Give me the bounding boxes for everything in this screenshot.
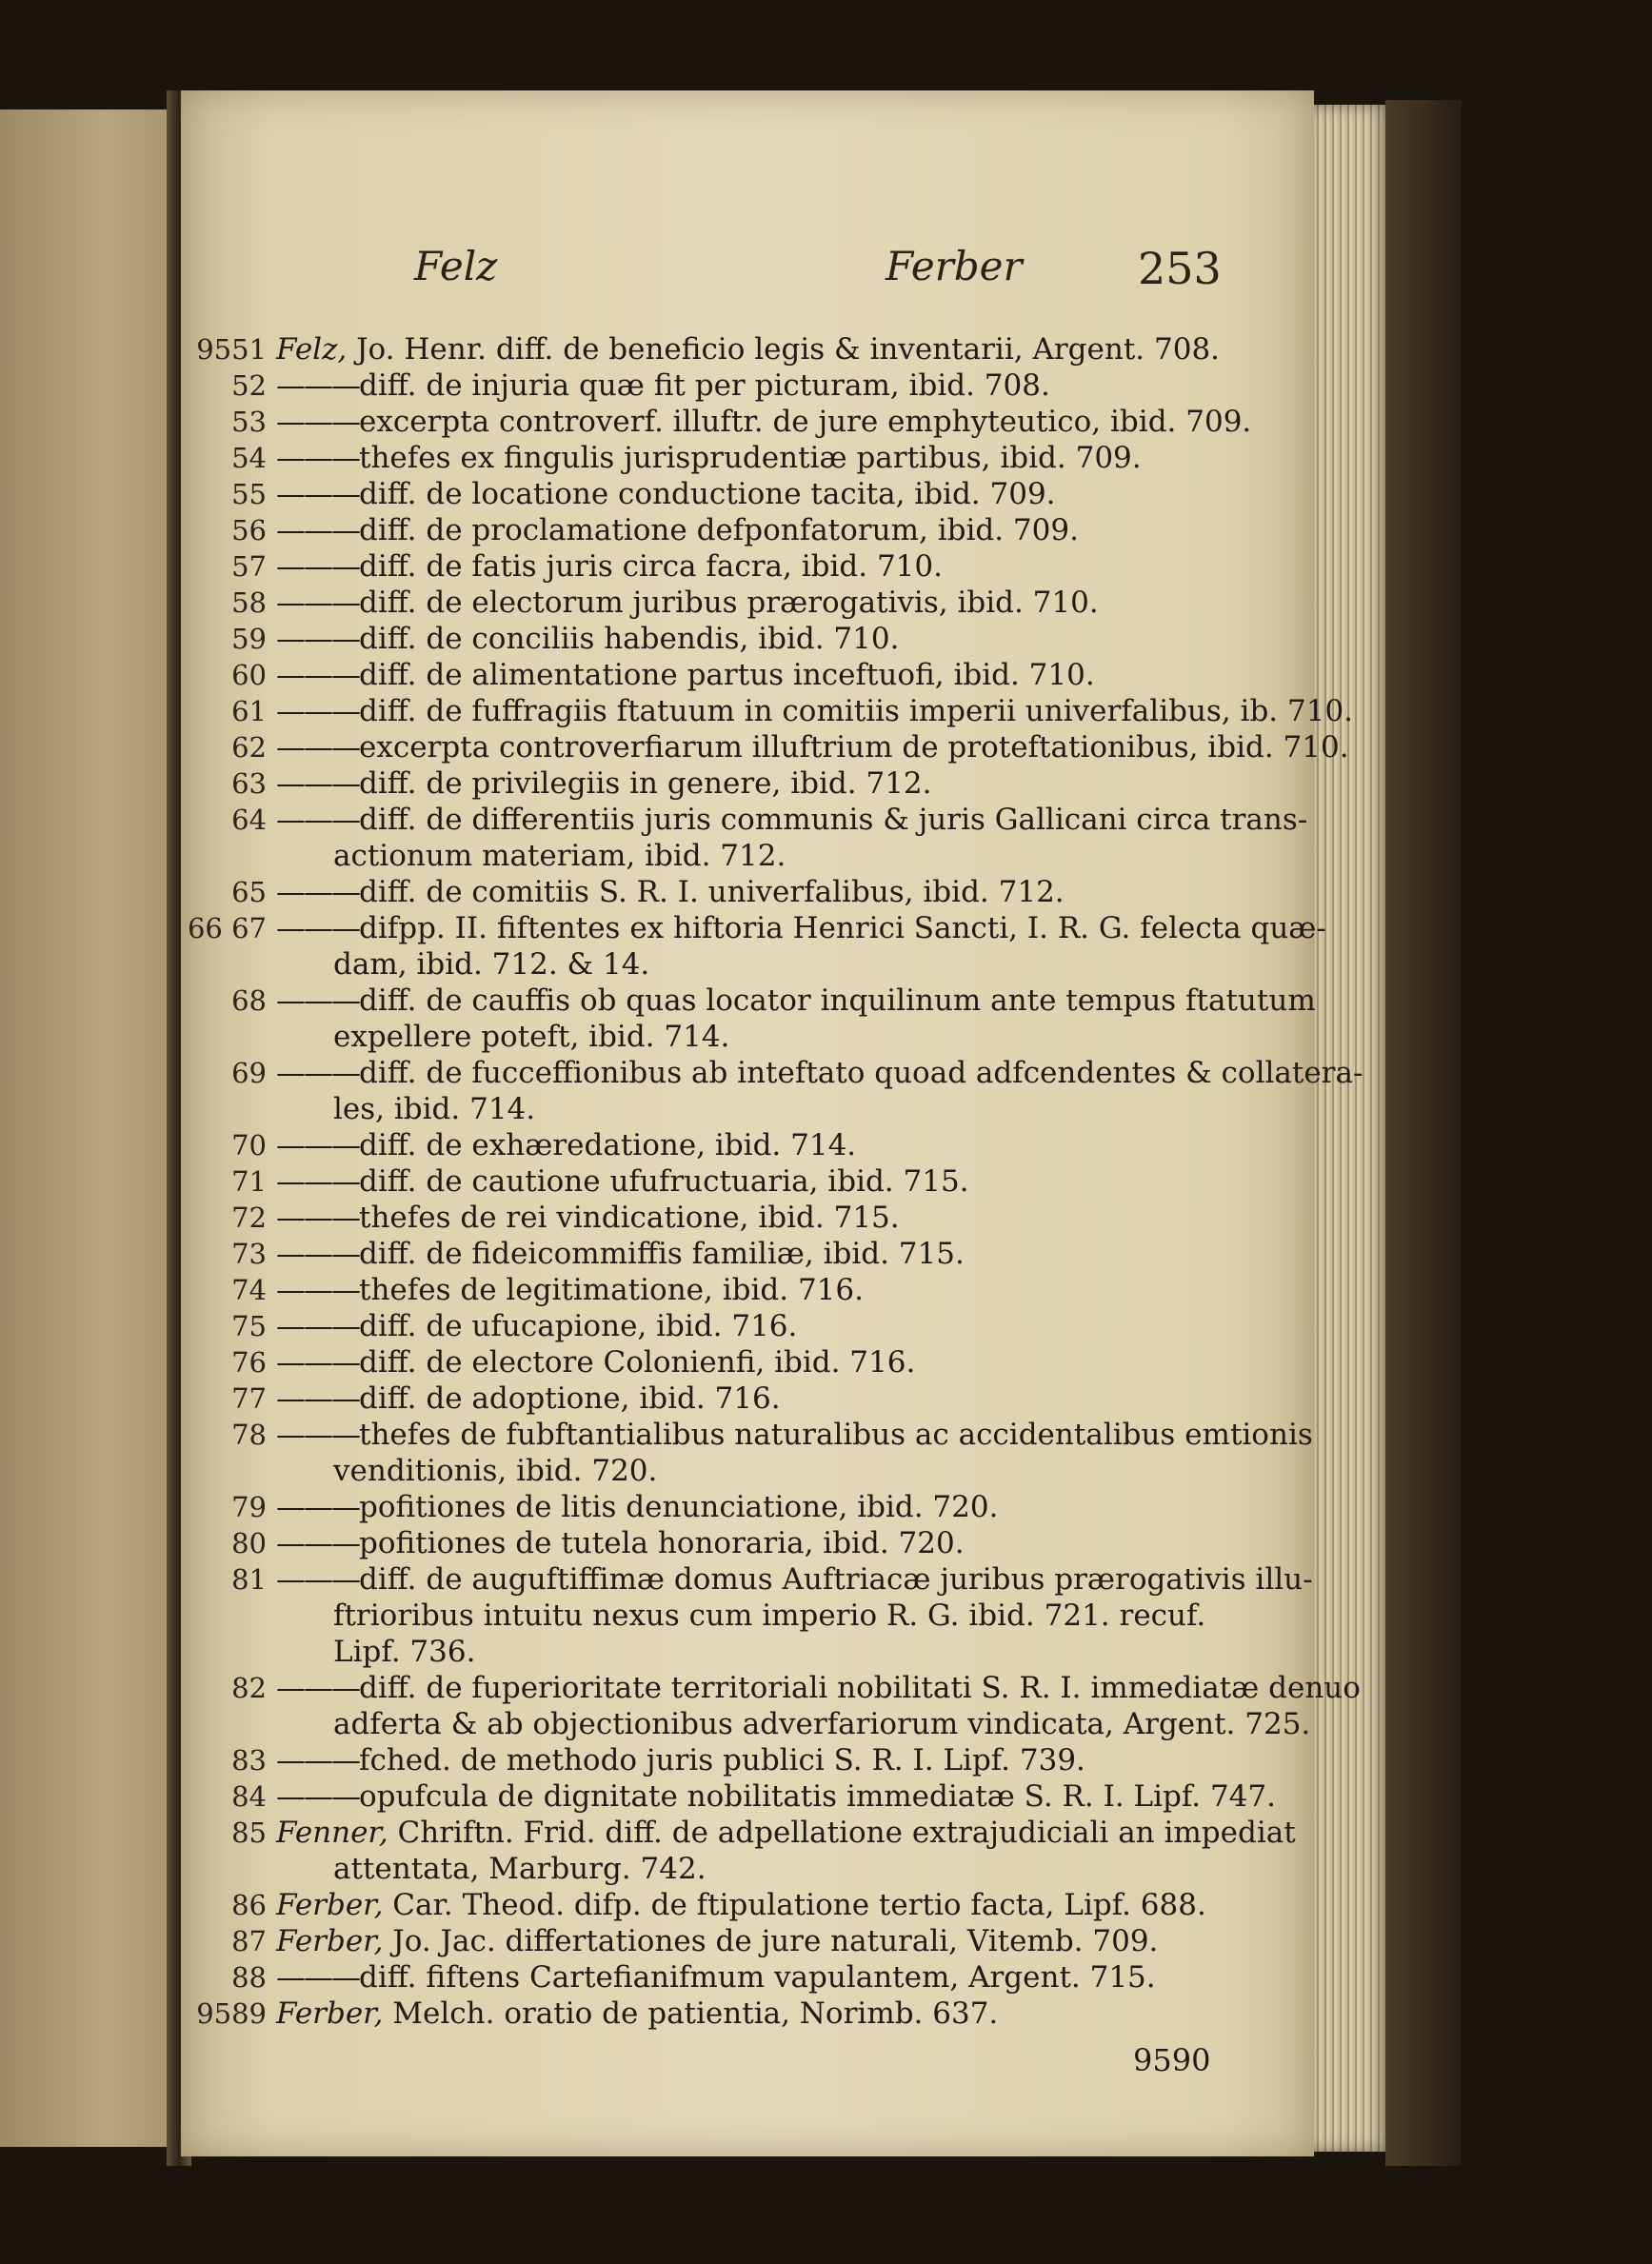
ditto-dash: ——— — [276, 586, 359, 620]
entry-number: 59 — [231, 623, 267, 655]
entry-title: Car. Theod. difp. de ftipulatione tertio facta, Lipf. 688. — [383, 1888, 1206, 1922]
entry-number: 9551 — [196, 333, 267, 366]
entry — [181, 1417, 1314, 1489]
entry-title: Chriftn. Frid. diff. de adpellatione extrajudiciali an impediat — [388, 1816, 1296, 1850]
header-left-word: Felz — [414, 243, 498, 289]
entry-number: 78 — [231, 1419, 267, 1451]
entry-number: 84 — [231, 1780, 267, 1813]
entry-continuation: adferta & ab objectionibus adverfariorum vindicata, Argent. 725. — [333, 1707, 1311, 1741]
ditto-dash: ——— — [276, 1418, 359, 1452]
entry — [181, 1344, 1314, 1380]
entry-text — [276, 1815, 1314, 1851]
entry-number: 57 — [231, 550, 267, 583]
ditto-dash: ——— — [276, 1779, 359, 1814]
ditto-dash: ——— — [276, 549, 359, 584]
ditto-dash: ——— — [276, 441, 359, 475]
entry — [181, 331, 1314, 367]
entry-text — [276, 1417, 1314, 1453]
ditto-dash: ——— — [276, 1237, 359, 1271]
entry — [181, 585, 1314, 621]
entry-number: 73 — [231, 1238, 267, 1270]
ditto-dash: ——— — [276, 1960, 359, 1995]
ditto-dash: ——— — [276, 1056, 359, 1090]
entry-text — [276, 367, 1314, 404]
entry-title: diff. de locatione conductione tacita, ibid. 709. — [359, 477, 1056, 511]
entry-title: Melch. oratio de patientia, Norimb. 637. — [383, 1996, 999, 2031]
entry-number: 69 — [231, 1057, 267, 1089]
facing-page-edge — [0, 109, 176, 2147]
entry-title: diff. de differentiis juris communis & juris Gallicani circa trans- — [359, 803, 1308, 837]
entry-number: 77 — [231, 1382, 267, 1415]
ditto-dash: ——— — [276, 1743, 359, 1777]
entry-author: Ferber, — [276, 1996, 384, 2031]
entry-title: thefes de fubftantialibus naturalibus ac accidentalibus emtionis — [359, 1418, 1313, 1452]
entry-text — [276, 548, 1314, 585]
ditto-dash: ——— — [276, 658, 359, 692]
entry — [181, 1200, 1314, 1236]
entry — [181, 512, 1314, 548]
ditto-dash: ——— — [276, 1526, 359, 1560]
entry-number: 68 — [231, 984, 267, 1017]
entry-number: 83 — [231, 1744, 267, 1777]
entry — [181, 693, 1354, 729]
entry-text — [276, 1996, 1314, 2032]
entry-text — [276, 476, 1314, 512]
entry-number: 66 67 — [187, 912, 267, 944]
entry-text — [276, 1670, 1361, 1706]
entry — [181, 1996, 1314, 2032]
ditto-dash: ——— — [276, 1128, 359, 1162]
entry-number: 54 — [231, 442, 267, 474]
entry — [181, 1127, 1314, 1163]
entry-text — [276, 1127, 1314, 1163]
entry — [181, 476, 1314, 512]
book-page — [181, 90, 1363, 2156]
ditto-dash: ——— — [276, 368, 359, 403]
ditto-dash: ——— — [276, 1164, 359, 1199]
entry-text — [276, 729, 1349, 765]
entry-title: diff. de adoptione, ibid. 716. — [359, 1381, 781, 1416]
entry-text — [276, 657, 1314, 693]
entry-text — [276, 765, 1314, 802]
entry-number: 9589 — [196, 1997, 267, 2030]
ditto-dash: ——— — [276, 1562, 359, 1597]
ditto-dash: ——— — [276, 477, 359, 511]
catchword: 9590 — [1133, 2042, 1211, 2078]
entry-text — [276, 621, 1314, 657]
entry-text — [276, 1380, 1314, 1417]
entry-title: Jo. Jac. differtationes de jure naturali, Vitemb. 709. — [383, 1924, 1159, 1958]
ditto-dash: ——— — [276, 1309, 359, 1343]
ditto-dash: ——— — [276, 1201, 359, 1235]
entry-title: Jo. Henr. diff. de beneficio legis & inventarii, Argent. 708. — [347, 332, 1221, 367]
entry-number: 56 — [231, 514, 267, 546]
entry-title: diff. de alimentatione partus inceftuofi, ibid. 710. — [359, 658, 1095, 692]
entry-text — [276, 1055, 1363, 1091]
ditto-dash: ——— — [276, 513, 359, 547]
entry-text — [276, 404, 1314, 440]
entry-author: Fenner, — [276, 1816, 388, 1850]
entry — [181, 1055, 1363, 1127]
entry-continuation: venditionis, ibid. 720. — [333, 1454, 658, 1488]
entry — [181, 1742, 1314, 1778]
entry-title: diff. de auguftiffimæ domus Auftriacæ juribus prærogativis illu- — [359, 1562, 1313, 1597]
ditto-dash: ——— — [276, 875, 359, 909]
entry-title: diff. de fuffragiis ftatuum in comitiis imperii univerfalibus, ib. 710. — [359, 694, 1354, 728]
entry-author: Ferber, — [276, 1888, 384, 1922]
entry-number: 65 — [231, 876, 267, 908]
ditto-dash: ——— — [276, 622, 359, 656]
entry-title: diff. de cautione ufufructuaria, ibid. 715. — [359, 1164, 969, 1199]
entry-continuation: les, ibid. 714. — [333, 1092, 536, 1126]
entry-number: 58 — [231, 586, 267, 619]
entry — [181, 802, 1314, 874]
entry-title: pofitiones de litis denunciatione, ibid. 720. — [359, 1490, 999, 1524]
entry-title: difpp. II. fiftentes ex hiftoria Henrici Sancti, I. R. G. felecta quæ- — [359, 911, 1326, 945]
entry-text — [276, 1778, 1314, 1815]
page-number: 253 — [1138, 243, 1222, 294]
entry — [181, 1380, 1314, 1417]
entry-number: 88 — [231, 1961, 267, 1994]
entry — [181, 657, 1314, 693]
header-middle-word: Ferber — [886, 243, 1023, 289]
entry — [181, 367, 1314, 404]
entry — [181, 1489, 1314, 1525]
ditto-dash: ——— — [276, 1381, 359, 1416]
entry-text — [276, 1200, 1314, 1236]
entry-title: diff. de exhæredatione, ibid. 714. — [359, 1128, 857, 1162]
entry-text — [276, 1344, 1314, 1380]
entry-number: 55 — [231, 478, 267, 510]
entry — [181, 1887, 1314, 1923]
entry-number: 64 — [231, 804, 267, 836]
ditto-dash: ——— — [276, 803, 359, 837]
entry-title: diff. de fuperioritate territoriali nobilitati S. R. I. immediatæ denuo — [359, 1671, 1361, 1705]
entry-text — [276, 1272, 1314, 1308]
entry-number: 63 — [231, 767, 267, 800]
entry-continuation: ftrioribus intuitu nexus cum imperio R. G. ibid. 721. recuf. — [333, 1599, 1206, 1633]
entry-title: diff. de injuria quæ fit per picturam, ibid. 708. — [359, 368, 1050, 403]
entry-text — [276, 512, 1314, 548]
entry — [181, 1923, 1314, 1959]
entry-title: diff. de conciliis habendis, ibid. 710. — [359, 622, 900, 656]
entry-number: 62 — [231, 731, 267, 764]
entry-number: 53 — [231, 406, 267, 438]
entry-title: excerpta controverfiarum illuftrium de proteftationibus, ibid. 710. — [359, 730, 1349, 765]
bibliography-entries — [181, 331, 1363, 2032]
entry-title: thefes ex fingulis jurisprudentiæ partibus, ibid. 709. — [359, 441, 1142, 475]
entry-text — [276, 1236, 1314, 1272]
entry-title: diff. de cauffis ob quas locator inquilinum ante tempus ftatutum — [359, 983, 1316, 1018]
entry-title: fched. de methodo juris publici S. R. I. Lipf. 739. — [359, 1743, 1085, 1777]
entry — [181, 983, 1314, 1055]
ditto-dash: ——— — [276, 1273, 359, 1307]
entry — [181, 874, 1314, 910]
entry-title: thefes de legitimatione, ibid. 716. — [359, 1273, 864, 1307]
entry-number: 52 — [231, 369, 267, 402]
entry — [181, 1272, 1314, 1308]
entry-continuation: Lipf. 736. — [333, 1635, 476, 1669]
entry-continuation: actionum materiam, ibid. 712. — [333, 839, 786, 873]
entry-continuation: attentata, Marburg. 742. — [333, 1852, 707, 1886]
entry-text — [276, 1959, 1314, 1996]
entry-number: 86 — [231, 1889, 267, 1921]
entry — [181, 1959, 1314, 1996]
entry-title: pofitiones de tutela honoraria, ibid. 720. — [359, 1526, 965, 1560]
entry-title: diff. de privilegiis in genere, ibid. 712. — [359, 766, 932, 801]
ditto-dash: ——— — [276, 1490, 359, 1524]
entry — [181, 729, 1349, 765]
entry-number: 60 — [231, 659, 267, 691]
entry-number: 82 — [231, 1672, 267, 1704]
entry — [181, 1308, 1314, 1344]
entry-continuation: dam, ibid. 712. & 14. — [333, 947, 650, 982]
entry-text — [276, 1489, 1314, 1525]
entry — [181, 1778, 1314, 1815]
entry-number: 81 — [231, 1563, 267, 1596]
entry — [181, 910, 1326, 983]
entry-title: diff. fiftens Cartefianifmum vapulantem, Argent. 715. — [359, 1960, 1156, 1995]
book-cover — [1385, 100, 1462, 2166]
entry-number: 76 — [231, 1346, 267, 1379]
entry-text — [276, 910, 1326, 946]
entry-text — [276, 874, 1314, 910]
entry-text — [276, 983, 1314, 1019]
ditto-dash: ——— — [276, 983, 359, 1018]
entry-number: 72 — [231, 1202, 267, 1234]
entry-title: diff. de ufucapione, ibid. 716. — [359, 1309, 798, 1343]
entry-number: 75 — [231, 1310, 267, 1342]
entry — [181, 1815, 1314, 1887]
entry — [181, 440, 1314, 476]
entry-text — [276, 585, 1314, 621]
entry-title: opufcula de dignitate nobilitatis immediatæ S. R. I. Lipf. 747. — [359, 1779, 1276, 1814]
entry-text — [276, 1525, 1314, 1561]
entry-title: diff. de fideicommiffis familiæ, ibid. 715. — [359, 1237, 965, 1271]
ditto-dash: ——— — [276, 911, 359, 945]
entry-text — [276, 802, 1314, 838]
entry — [181, 404, 1314, 440]
entry-title: diff. de comitiis S. R. I. univerfalibus, ibid. 712. — [359, 875, 1065, 909]
ditto-dash: ——— — [276, 1345, 359, 1380]
entry-text — [276, 1742, 1314, 1778]
entry-author: Ferber, — [276, 1924, 384, 1958]
entry — [181, 765, 1314, 802]
ditto-dash: ——— — [276, 766, 359, 801]
entry-title: diff. de electorum juribus prærogativis, ibid. 710. — [359, 586, 1099, 620]
entry-continuation: expellere poteft, ibid. 714. — [333, 1020, 730, 1054]
entry-number: 71 — [231, 1165, 267, 1198]
entry — [181, 1236, 1314, 1272]
ditto-dash: ——— — [276, 694, 359, 728]
ditto-dash: ——— — [276, 405, 359, 439]
entry-text — [276, 331, 1314, 367]
entry-title: diff. de fucceffionibus ab inteftato quoad adfcendentes & collatera- — [359, 1056, 1363, 1090]
entry-text — [276, 693, 1354, 729]
entry-text — [276, 1561, 1314, 1598]
entry — [181, 1163, 1314, 1200]
ditto-dash: ——— — [276, 1671, 359, 1705]
entry-text — [276, 1923, 1314, 1959]
page-edges — [1314, 105, 1395, 2152]
entry-title: diff. de fatis juris circa facra, ibid. 710. — [359, 549, 943, 584]
entry — [181, 1670, 1361, 1742]
ditto-dash: ——— — [276, 730, 359, 765]
entry-title: thefes de rei vindicatione, ibid. 715. — [359, 1201, 900, 1235]
entry-text — [276, 1163, 1314, 1200]
entry-author: Felz, — [276, 332, 348, 367]
entry-number: 74 — [231, 1274, 267, 1306]
entry-number: 80 — [231, 1527, 267, 1559]
entry-number: 85 — [231, 1817, 267, 1849]
entry-number: 87 — [231, 1925, 267, 1957]
entry-number: 70 — [231, 1129, 267, 1162]
entry-number: 61 — [231, 695, 267, 727]
entry-text — [276, 1308, 1314, 1344]
running-header — [181, 243, 1314, 300]
entry-title: diff. de proclamatione defponfatorum, ibid. 709. — [359, 513, 1079, 547]
entry — [181, 548, 1314, 585]
entry — [181, 1525, 1314, 1561]
entry — [181, 621, 1314, 657]
entry-title: excerpta controverf. illuftr. de jure emphyteutico, ibid. 709. — [359, 405, 1252, 439]
entry — [181, 1561, 1314, 1670]
entry-text — [276, 1887, 1314, 1923]
entry-text — [276, 440, 1314, 476]
entry-title: diff. de electore Colonienfi, ibid. 716. — [359, 1345, 916, 1380]
entry-number: 79 — [231, 1491, 267, 1523]
